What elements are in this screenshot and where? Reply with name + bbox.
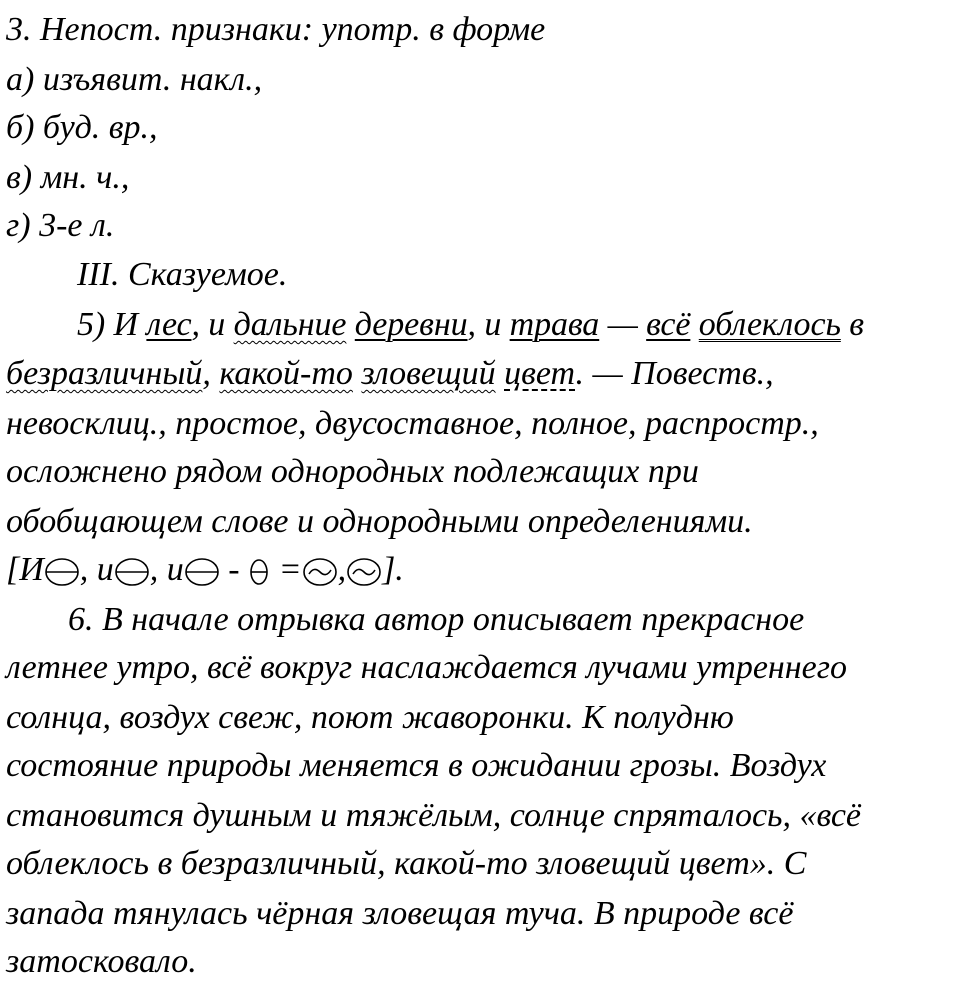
attribute-word: зловещий — [361, 355, 496, 392]
subject-circle-icon — [44, 557, 80, 587]
text-line: б) буд. вр., — [6, 109, 158, 146]
text-line: становится душным и тяжёлым, солнце спряталось, «всё — [6, 797, 862, 834]
predicate-word: облеклось — [698, 306, 841, 343]
text-run: , и — [467, 306, 510, 343]
section-heading: III. Сказуемое. — [77, 256, 288, 293]
subject-word: трава — [509, 306, 600, 343]
text-line: 3. Непост. признаки: употр. в форме — [6, 11, 546, 48]
text-line: обобщающем слове и однородными определениями. — [6, 503, 753, 540]
scheme-text: , и — [79, 551, 114, 588]
text-run — [346, 306, 354, 343]
object-word: цвет — [504, 355, 576, 392]
text-line: солнца, воздух свеж, поют жаворонки. К полудню — [6, 699, 734, 736]
text-line: летнее утро, всё вокруг наслаждается лучами утреннего — [6, 649, 848, 686]
generalizing-word-icon — [248, 557, 270, 587]
sentence-scheme — [6, 550, 404, 590]
scheme-text: = — [270, 551, 302, 588]
subject-circle-icon — [114, 557, 150, 587]
text-run: , — [202, 355, 220, 392]
text-run: . — Повеств., — [575, 355, 774, 392]
text-line: облеклось в безразличный, какой-то зловещий цвет». С — [6, 845, 807, 882]
text-line: невосклиц., простое, двусоставное, полное, распростр., — [6, 405, 819, 442]
attribute-word: какой-то — [219, 355, 353, 392]
attribute-word: безразличный — [6, 355, 203, 392]
text-line: запада тянулась чёрная зловещая туча. В природе всё — [6, 895, 794, 932]
sentence-line-1 — [77, 305, 864, 345]
text-line: в) мн. ч., — [6, 159, 130, 196]
scheme-text: ]. — [382, 551, 404, 588]
attribute-circle-icon — [302, 557, 338, 587]
attribute-word: дальние — [233, 306, 347, 343]
subject-word: деревни — [354, 306, 468, 343]
subject-word: лес — [146, 306, 192, 343]
text-run — [690, 306, 698, 343]
scheme-text: , и — [149, 551, 184, 588]
text-line: г) 3-е л. — [6, 207, 115, 244]
text-line: 6. В начале отрывка автор описывает прекрасное — [68, 601, 805, 638]
text-run: в — [840, 306, 864, 343]
sentence-number: 5) И — [77, 306, 147, 343]
scheme-text: - — [219, 551, 249, 588]
scheme-text: [И — [6, 551, 44, 588]
generalizing-word: всё — [646, 306, 691, 343]
text-line: затосковало. — [6, 943, 197, 980]
text-line: а) изъявит. накл., — [6, 61, 263, 98]
sentence-line-2 — [6, 354, 774, 394]
text-run: — — [599, 306, 647, 343]
attribute-circle-icon — [346, 557, 382, 587]
subject-circle-icon — [184, 557, 220, 587]
text-run — [496, 355, 505, 392]
text-run: , и — [191, 306, 234, 343]
text-line: состояние природы меняется в ожидании грозы. Воздух — [6, 747, 827, 784]
text-line: осложнено рядом однородных подлежащих при — [6, 453, 699, 490]
scheme-text: , — [337, 551, 347, 588]
